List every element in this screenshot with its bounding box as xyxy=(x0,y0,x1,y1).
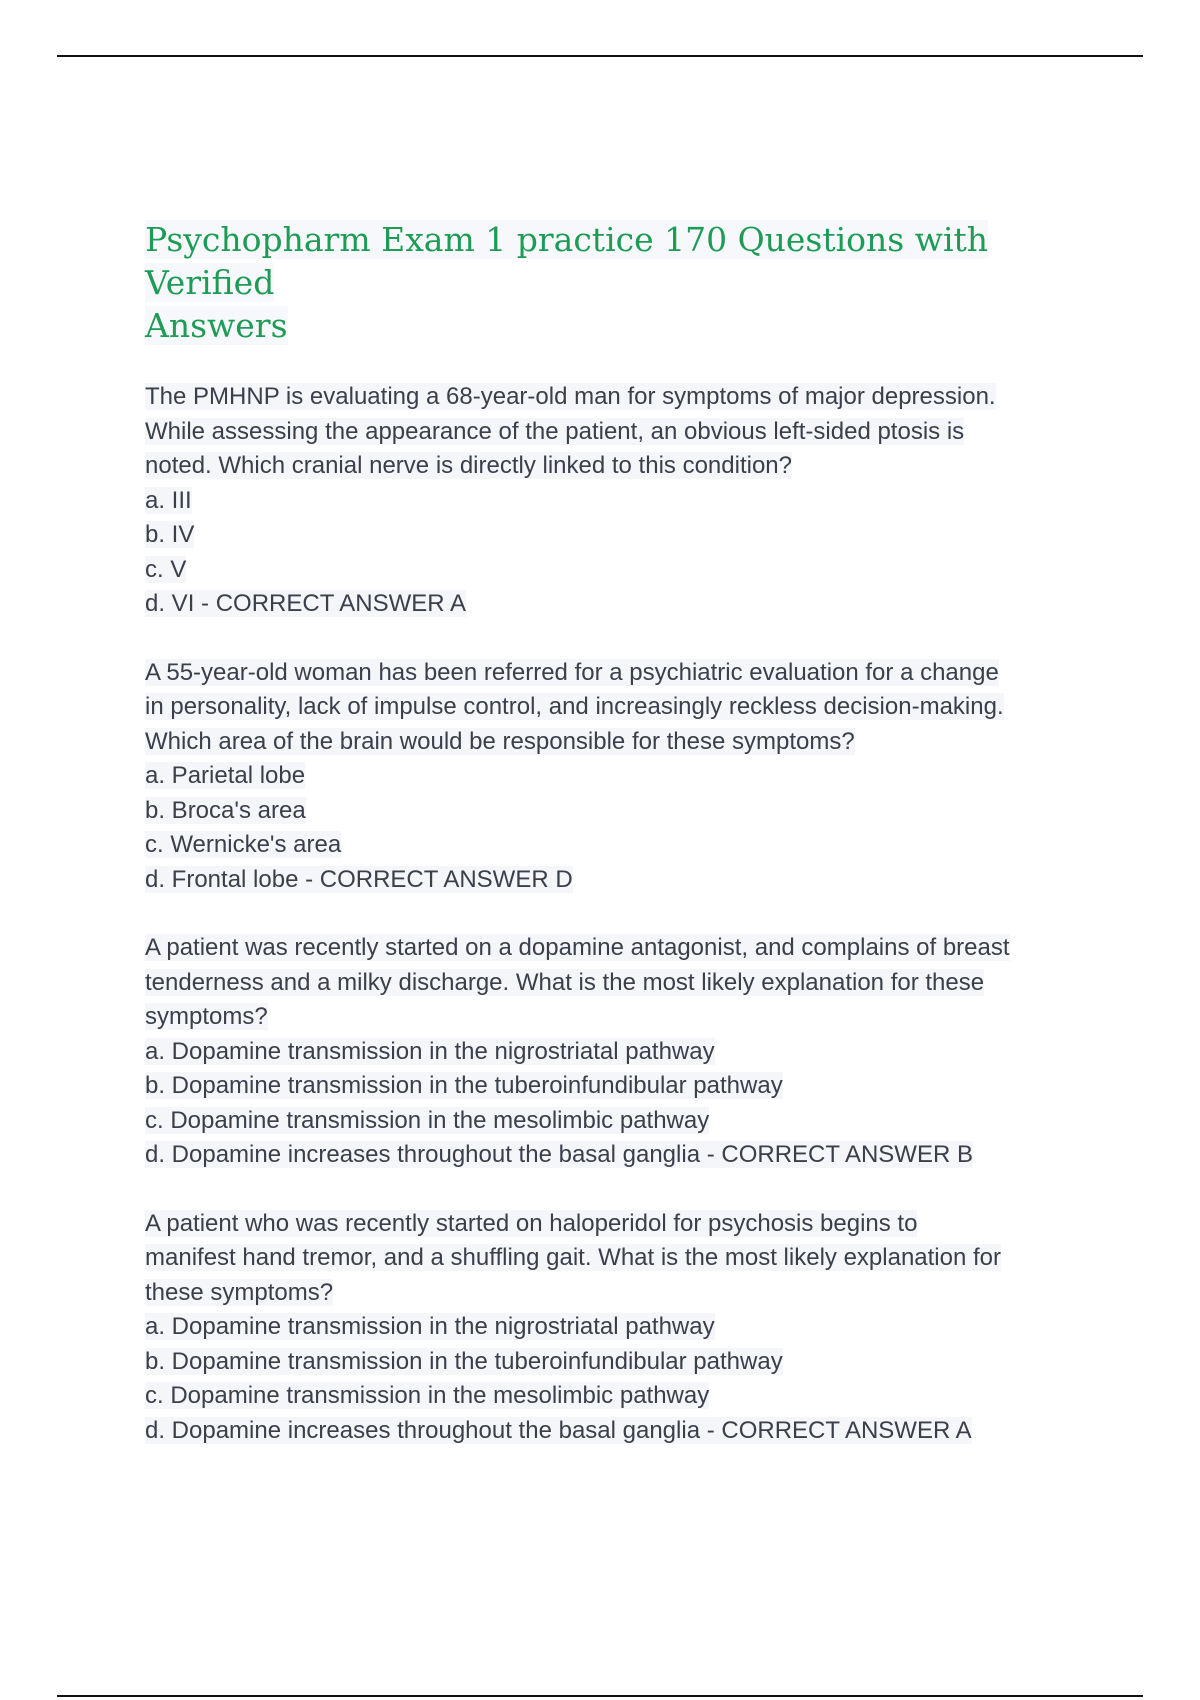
document-body xyxy=(145,218,1105,1482)
question-line: in personality, lack of impulse control, and increasingly reckless decision-making. xyxy=(145,693,1004,720)
question-line: symptoms? xyxy=(145,1003,268,1030)
question-line: While assessing the appearance of the patient, an obvious left-sided ptosis is xyxy=(145,417,965,445)
answer-option: d. Dopamine increases throughout the basal ganglia - CORRECT ANSWER B xyxy=(145,1141,973,1168)
answer-option: a. Dopamine transmission in the nigrostriatal pathway xyxy=(145,1037,715,1065)
question-line: A patient who was recently started on haloperidol for psychosis begins to xyxy=(145,1209,918,1237)
question-line: The PMHNP is evaluating a 68-year-old man for symptoms of major depression. xyxy=(145,383,996,410)
bottom-rule xyxy=(57,1695,1143,1697)
top-rule xyxy=(57,55,1143,57)
answer-option: c. V xyxy=(145,555,187,583)
question-block-4 xyxy=(145,1207,1105,1449)
answer-option: d. Frontal lobe - CORRECT ANSWER D xyxy=(145,865,573,893)
answer-option: a. III xyxy=(145,486,192,514)
answer-option: a. Dopamine transmission in the nigrostriatal pathway xyxy=(145,1313,715,1340)
question-line: noted. Which cranial nerve is directly linked to this condition? xyxy=(145,452,792,479)
answer-option: c. Wernicke's area xyxy=(145,831,342,858)
answer-option: d. Dopamine increases throughout the basal ganglia - CORRECT ANSWER A xyxy=(145,1416,972,1444)
question-block-1 xyxy=(145,380,1105,622)
answer-option: d. VI - CORRECT ANSWER A xyxy=(145,590,466,617)
question-line: A 55-year-old woman has been referred for a psychiatric evaluation for a change xyxy=(145,658,999,686)
question-line: A patient was recently started on a dopamine antagonist, and complains of breast xyxy=(145,934,1010,961)
document-title xyxy=(145,218,1105,347)
question-line: manifest hand tremor, and a shuffling gait. What is the most likely explanation for xyxy=(145,1244,1002,1271)
answer-option: b. Broca's area xyxy=(145,796,306,824)
question-block-2 xyxy=(145,656,1105,898)
answer-option: c. Dopamine transmission in the mesolimbic pathway xyxy=(145,1106,710,1134)
answer-option: a. Parietal lobe xyxy=(145,762,306,789)
answer-option: b. Dopamine transmission in the tuberoinfundibular pathway xyxy=(145,1072,783,1099)
answer-option: b. Dopamine transmission in the tuberoinfundibular pathway xyxy=(145,1347,783,1375)
answer-option: c. Dopamine transmission in the mesolimbic pathway xyxy=(145,1382,710,1409)
answer-option: b. IV xyxy=(145,521,195,548)
question-block-3 xyxy=(145,931,1105,1173)
question-line: tenderness and a milky discharge. What is the most likely explanation for these xyxy=(145,968,985,996)
question-line: these symptoms? xyxy=(145,1278,334,1306)
title-line: Psychopharm Exam 1 practice 170 Questions with Verified xyxy=(145,220,989,302)
title-line: Answers xyxy=(145,306,288,345)
question-line: Which area of the brain would be responsible for these symptoms? xyxy=(145,727,855,755)
